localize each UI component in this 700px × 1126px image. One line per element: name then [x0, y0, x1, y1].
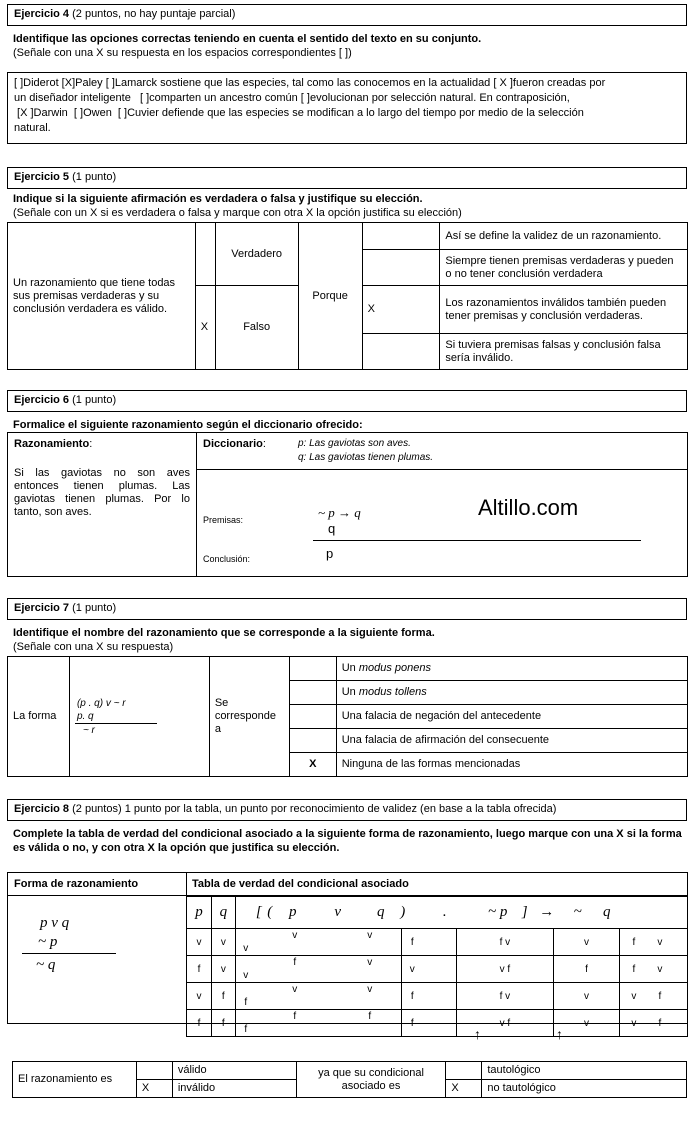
- tt-row: [187, 983, 688, 1010]
- tt-cell-group: [619, 929, 687, 956]
- ex8-valid-mark[interactable]: [136, 1062, 172, 1080]
- tt-cell-group: [619, 956, 687, 983]
- ex5-title: Ejercicio 5: [14, 171, 70, 183]
- ex6-premise2: q: [328, 521, 336, 536]
- ex8-arrow-left: ↑: [474, 1026, 481, 1042]
- tt-cell: f: [632, 936, 636, 948]
- ex8-nontaut-mark[interactable]: X: [446, 1080, 482, 1098]
- ex6-reasoning-label: Razonamiento: [14, 438, 90, 450]
- tt-cell-group: [235, 956, 402, 983]
- tt-cell: v: [367, 957, 373, 968]
- tt-cell-group: [402, 983, 456, 1010]
- ex7-option-em: modus ponens: [358, 662, 431, 674]
- ex4-instruction: Identifique las opciones correctas teniendo en cuenta el sentido del texto en su conjunto.: [13, 33, 482, 45]
- tt-cell: v: [367, 930, 373, 941]
- tt-cell: f: [244, 1024, 248, 1035]
- ex8-taut-mark[interactable]: [446, 1062, 482, 1080]
- tt-head-cell: q: [376, 904, 385, 920]
- ex7-form-line2: p. q: [75, 710, 157, 724]
- tt-cell-group: [619, 983, 687, 1010]
- tt-cell: v: [292, 930, 298, 941]
- ex7-points: (1 punto): [72, 602, 117, 614]
- ex8-arrow-right: ↑: [556, 1026, 563, 1042]
- tt-row: [187, 956, 688, 983]
- ex6-title: Ejercicio 6: [14, 394, 70, 406]
- ex5-option-mark[interactable]: [362, 334, 440, 370]
- ex8-header: [7, 799, 687, 821]
- ex7-title: Ejercicio 7: [14, 602, 70, 614]
- ex8-invalid-mark[interactable]: X: [136, 1080, 172, 1098]
- ex8-form-line3: ~ q: [36, 957, 56, 973]
- tt-cell: f: [187, 956, 212, 983]
- ex5-true-mark[interactable]: [195, 223, 215, 286]
- ex5-option-text: Si tuviera premisas falsas y conclusión falsa sería inválido.: [440, 334, 688, 370]
- ex4-title: Ejercicio 4: [14, 8, 70, 20]
- ex7-option-text: Una falacia de afirmación del consecuente: [341, 734, 549, 746]
- tt-head-cell: ): [400, 904, 406, 920]
- ex7-corresponds: Se corresponde a: [209, 657, 289, 777]
- tt-cell-group: [235, 1010, 402, 1037]
- ex8-valid-label: válido: [172, 1062, 296, 1080]
- ex5-instruction-block: [13, 192, 688, 220]
- ex6-instruction: Formalice el siguiente razonamiento según el diccionario ofrecido:: [13, 419, 363, 431]
- ex8-nontaut-label: no tautológico: [482, 1080, 687, 1098]
- ex5-option-text: Así se define la validez de un razonamiento.: [440, 223, 688, 250]
- tt-head-cell: (: [267, 904, 273, 920]
- tt-head-cell: q: [602, 904, 611, 920]
- tt-cell: v: [631, 1017, 637, 1029]
- ex4-instruction-block: [13, 32, 683, 60]
- tt-head-cell: ~ p: [488, 904, 508, 920]
- tt-cell: v: [211, 956, 235, 983]
- ex7-option-mark[interactable]: [289, 681, 336, 705]
- tt-row: [187, 929, 688, 956]
- ex4-line: natural.: [14, 122, 51, 134]
- tt-cell: v: [292, 984, 298, 995]
- ex5-true-label: Verdadero: [215, 223, 298, 286]
- ex5-option-mark[interactable]: [362, 250, 440, 286]
- ex6-conclusion: p: [326, 546, 334, 561]
- ex8-points: (2 puntos) 1 punto por la tabla, un punto por reconocimiento de validez (en base a la tabla ofrecida): [72, 803, 557, 815]
- tt-head-cell: [: [255, 904, 262, 920]
- ex5-option-mark[interactable]: [362, 223, 440, 250]
- tt-cell-group: [235, 983, 402, 1010]
- tt-cell: f: [658, 990, 662, 1002]
- ex7-option: [336, 753, 687, 777]
- ex5-statement: Un razonamiento que tiene todas sus premisas verdaderas y su conclusión verdadera es válido.: [8, 223, 196, 370]
- tt-head-formula: [235, 897, 687, 929]
- tt-cell: f: [211, 983, 235, 1010]
- ex8-form-line: [22, 953, 116, 954]
- ex7-instruction-block: [13, 626, 683, 654]
- tt-cell: v: [657, 936, 663, 948]
- ex7-option: [336, 729, 687, 753]
- ex8-form-line2: ~ p: [38, 934, 58, 950]
- ex8-instruction-block: [13, 827, 688, 855]
- ex6-header: [7, 390, 687, 412]
- tt-head-cell: →: [539, 904, 555, 920]
- ex8-table-header: Tabla de verdad del condicional asociado: [192, 878, 409, 890]
- ex6-dict-q: q: Las gaviotas tienen plumas.: [298, 452, 434, 463]
- tt-cell: v: [657, 963, 663, 975]
- tt-cell-group: [235, 929, 402, 956]
- tt-cell-group: [619, 1010, 687, 1037]
- ex6-reasoning-text: Si las gaviotas no son aves entonces tienen plumas. Las gaviotas tienen plumas. Por lo tanto, son aves.: [14, 467, 190, 518]
- ex7-option-em: modus tollens: [358, 686, 427, 698]
- ex7-option-mark[interactable]: X: [289, 753, 336, 777]
- ex7-form-line3: ~ r: [82, 724, 95, 736]
- ex4-header: [7, 4, 687, 26]
- ex4-points: (2 puntos, no hay puntaje parcial): [72, 8, 236, 20]
- ex6-dict-p: p: Las gaviotas son aves.: [298, 438, 411, 449]
- ex4-line: un diseñador inteligente [ ]comparten un ancestro común [ ]evolucionan por selección natural. En contraposición,: [14, 92, 570, 104]
- tt-cell: f: [244, 997, 248, 1008]
- ex5-points: (1 punto): [72, 171, 117, 183]
- ex7-header: [7, 598, 687, 620]
- ex5-sub: (Señale con un X si es verdadera o falsa y marque con otra X la opción justifica su elección): [13, 207, 462, 219]
- ex7-option-text: Una falacia de negación del antecedente: [341, 710, 542, 722]
- ex7-form-label: La forma: [8, 657, 70, 777]
- ex6-points: (1 punto): [72, 394, 117, 406]
- ex6-premise1: ~ p → q: [318, 505, 361, 520]
- tt-cell: f: [658, 1017, 662, 1029]
- ex8-title: Ejercicio 8: [14, 803, 70, 815]
- ex5-table: [7, 222, 688, 370]
- ex4-sub: (Señale con una X su respuesta en los espacios correspondientes [ ]): [13, 47, 352, 59]
- tt-cell: f v: [456, 983, 553, 1010]
- ex7-table: [7, 656, 688, 777]
- tt-cell: f: [293, 1011, 297, 1022]
- ex8-because-text: ya que su condicional asociado es: [296, 1062, 446, 1098]
- ex7-option-mark[interactable]: [289, 657, 336, 681]
- tt-cell: f: [410, 936, 414, 948]
- ex6-dict-colon: :: [262, 438, 266, 450]
- ex4-line: [X ]Darwin [ ]Owen [ ]Cuvier defiende que las especies se modifican a lo largo del tiempo por medio de la selección: [14, 107, 584, 119]
- tt-cell: f: [410, 990, 414, 1002]
- ex4-line: [ ]Diderot [X]Paley [ ]Lamarck sostiene que las especies, tal como las conocemos en la actualidad [ X ]fueron creadas por: [14, 77, 606, 89]
- tt-cell: v f: [456, 956, 553, 983]
- ex8-result-label: El razonamiento es: [13, 1062, 137, 1098]
- tt-head-cell: q: [211, 897, 235, 929]
- ex7-option: [336, 681, 687, 705]
- tt-row: [187, 1010, 688, 1037]
- ex6-dict-label: Diccionario: [203, 438, 263, 450]
- tt-cell-group: [402, 956, 456, 983]
- tt-cell: v: [187, 929, 212, 956]
- ex6-premises-label: Premisas:: [203, 515, 244, 525]
- ex6-conclusion-label: Conclusión:: [203, 554, 251, 564]
- ex6-reasoning-colon: :: [89, 438, 93, 450]
- ex8-instruction: Complete la tabla de verdad del condicional asociado a la siguiente forma de razonamiento, luego marque con una X si la forma es válida o no, y con otra X la opción que justifica su elección.: [13, 828, 682, 854]
- ex8-taut-label: tautológico: [482, 1062, 687, 1080]
- ex7-option-mark[interactable]: [289, 729, 336, 753]
- ex5-instruction: Indique si la siguiente afirmación es verdadera o falsa y justifique su elección.: [13, 193, 423, 205]
- ex5-option-text: Los razonamientos inválidos también pueden tener premisas y conclusión verdaderas.: [440, 286, 688, 334]
- tt-head-cell: ]: [521, 904, 528, 920]
- tt-cell: v: [554, 983, 620, 1010]
- tt-cell: v: [367, 984, 373, 995]
- ex7-option-text: Un: [341, 662, 359, 674]
- tt-cell-group: [402, 929, 456, 956]
- ex6-dict-label-row: [203, 438, 266, 450]
- tt-cell: f: [293, 957, 297, 968]
- ex6-reasoning-label-row: [14, 438, 92, 450]
- tt-cell: f: [211, 1010, 235, 1037]
- ex8-form-line1: p v q: [40, 915, 70, 931]
- tt-cell: v: [187, 983, 212, 1010]
- ex6-box: [7, 432, 688, 577]
- ex8-box: [7, 872, 688, 1035]
- tt-cell: v: [554, 1010, 620, 1037]
- tt-head-cell: p: [187, 897, 212, 929]
- tt-head-cell: p: [288, 904, 297, 920]
- ex7-option: [336, 657, 687, 681]
- ex8-form-header: Forma de razonamiento: [14, 878, 139, 890]
- tt-cell: f v: [456, 929, 553, 956]
- tt-cell: f: [187, 1010, 212, 1037]
- ex7-option-mark[interactable]: [289, 705, 336, 729]
- tt-cell: v: [243, 970, 249, 981]
- ex6-divider-v: [196, 433, 197, 576]
- ex7-form-line1: (p . q) v ~ r: [76, 697, 126, 709]
- tt-head-cell: ~: [573, 904, 582, 920]
- tt-head-cell: v: [334, 904, 342, 920]
- ex8-result-table: [12, 1061, 687, 1098]
- tt-cell: f: [554, 956, 620, 983]
- ex7-option-text: Un: [341, 686, 359, 698]
- tt-cell: v: [243, 943, 249, 954]
- ex7-form: [69, 657, 209, 777]
- ex4-answer-box: [7, 72, 687, 144]
- ex6-conclusion-line: [313, 540, 641, 541]
- tt-cell-group: [402, 1010, 456, 1037]
- tt-head-cell: .: [442, 904, 447, 920]
- tt-cell: v f: [456, 1010, 553, 1037]
- ex6-divider-h: [196, 469, 688, 470]
- ex8-invalid-label: inválido: [172, 1080, 296, 1098]
- ex5-because: Porque: [298, 223, 362, 370]
- tt-cell: v: [409, 963, 415, 975]
- ex7-option-text: Ninguna de las formas mencionadas: [341, 758, 521, 770]
- ex6-watermark: Altillo.com: [478, 495, 579, 520]
- tt-cell: f: [368, 1011, 372, 1022]
- ex5-false-label: Falso: [215, 286, 298, 370]
- ex7-option: [336, 705, 687, 729]
- ex5-option-text: Siempre tienen premisas verdaderas y pueden o no tener conclusión verdadera: [440, 250, 688, 286]
- tt-cell: v: [554, 929, 620, 956]
- tt-cell: v: [211, 929, 235, 956]
- tt-cell: f: [410, 1017, 414, 1029]
- ex7-instruction: Identifique el nombre del razonamiento que se corresponde a la siguiente forma.: [13, 627, 435, 639]
- ex6-instruction-block: [13, 418, 683, 432]
- ex5-header: [7, 167, 687, 189]
- ex5-false-mark[interactable]: X: [195, 286, 215, 370]
- ex5-option-mark[interactable]: X: [362, 286, 440, 334]
- ex8-truth-table: [186, 896, 688, 1037]
- tt-cell: v: [631, 990, 637, 1002]
- tt-cell: f: [632, 963, 636, 975]
- ex7-sub: (Señale con una X su respuesta): [13, 641, 174, 653]
